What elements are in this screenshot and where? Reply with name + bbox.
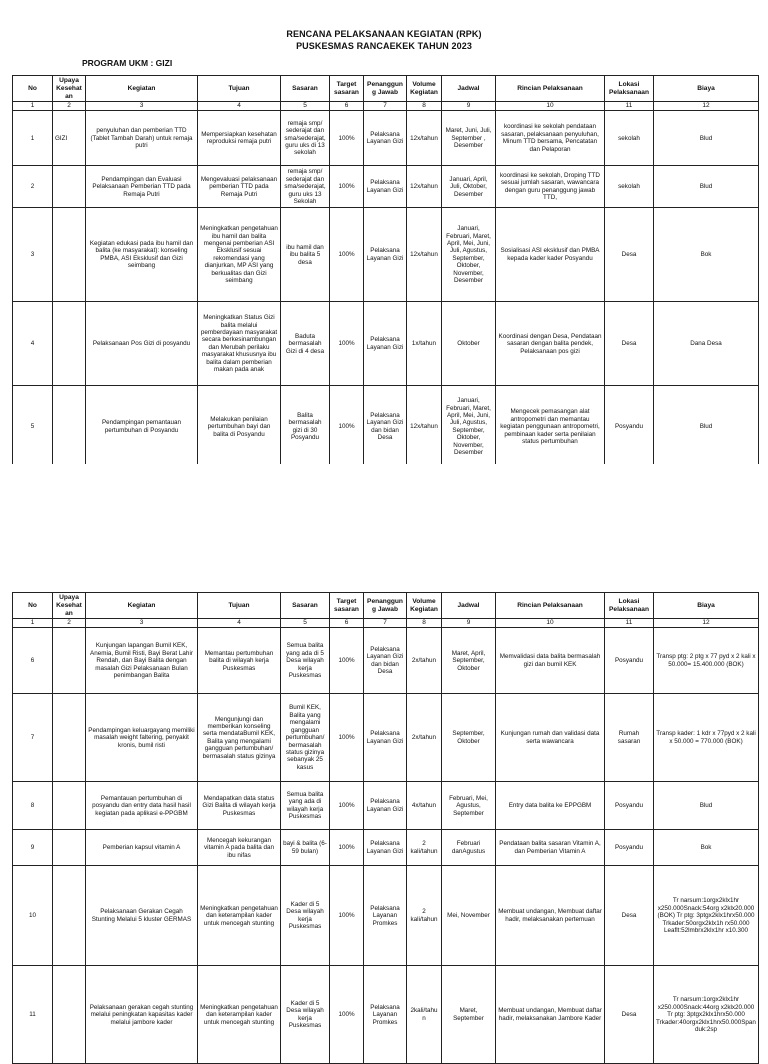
cell-target: 100% (330, 866, 364, 966)
cell-tujuan: Mengevaluasi pelaksanaan pemberian TTD pada Remaja Putri (198, 166, 281, 208)
column-number: 10 (496, 102, 605, 111)
table-row (13, 694, 759, 782)
cell-biaya: Transp ptg: 2 ptg x 77 pyd x 2 kali x 50.000= 15.400.000 (BOK) (654, 628, 759, 694)
cell-upaya (53, 830, 86, 866)
cell-penanggung-jawab: Pelaksana Layanan Gizi (364, 208, 407, 302)
cell-penanggung-jawab: Pelaksana Layanan Gizi (364, 302, 407, 386)
cell-sasaran: Semua balita yang ada di 5 Desa wilayah kerja Puskesmas (281, 628, 330, 694)
cell-target: 100% (330, 830, 364, 866)
cell-lokasi: Posyandu (605, 782, 654, 830)
cell-upaya (53, 208, 86, 302)
cell-penanggung-jawab: Pelaksana Layanan Gizi (364, 694, 407, 782)
cell-sasaran: remaja smp/ sederajat dan sma/sederajat, guru uks 13 Sekolah (281, 166, 330, 208)
cell-target: 100% (330, 166, 364, 208)
header-sasaran: Sasaran (281, 593, 330, 619)
table-row (13, 866, 759, 966)
cell-volume: 2x/tahun (407, 628, 442, 694)
cell-kegiatan: Pendampingan keluargayang memiliki masalah weight faltering, penyakit kronis, bumil risti (86, 694, 198, 782)
document-title: RENCANA PELAKSANAAN KEGIATAN (RPK) (286, 29, 482, 39)
cell-sasaran: Kader di 5 Desa wilayah kerja Puskesmas (281, 966, 330, 1064)
header-upaya: Upaya Kesehatan (53, 593, 86, 619)
cell-no: 4 (13, 302, 53, 386)
header-row (13, 76, 759, 102)
header-volume: Volume Kegiatan (407, 593, 442, 619)
cell-volume: 1x/tahun (407, 302, 442, 386)
column-number: 1 (13, 619, 53, 628)
cell-rincian: Memvalidasi data balita bermasalah gizi dan bumil KEK (496, 628, 605, 694)
cell-target: 100% (330, 302, 364, 386)
cell-penanggung-jawab: Pelaksana Layanan Gizi (364, 166, 407, 208)
cell-biaya: Blud (654, 166, 759, 208)
cell-lokasi: Rumah sasaran (605, 694, 654, 782)
cell-target: 100% (330, 966, 364, 1064)
cell-upaya (53, 166, 86, 208)
header-target: Target sasaran (330, 76, 364, 102)
table-row (13, 302, 759, 386)
rpk-table-page-1 (12, 75, 759, 468)
header-rincian: Rincian Pelaksanaan (496, 76, 605, 102)
column-number-row (13, 102, 759, 111)
table-row (13, 966, 759, 1064)
column-number: 10 (496, 619, 605, 628)
cell-no: 5 (13, 386, 53, 468)
cell-tujuan: Meningkatkan pengetahuan dan keterampilan kader untuk mencegah stunting (198, 966, 281, 1064)
header-jadwal: Jadwal (442, 76, 496, 102)
column-number: 9 (442, 102, 496, 111)
cell-biaya: Bok (654, 208, 759, 302)
cell-jadwal: Maret, September (442, 966, 496, 1064)
header-kegiatan: Kegiatan (86, 593, 198, 619)
cell-no: 9 (13, 830, 53, 866)
cell-sasaran: Baduta bermasalah Gizi di 4 desa (281, 302, 330, 386)
cell-rincian: koordinasi ke sekolah pendataan sasaran, pelaksanaan penyuluhan, Minum TTD bersama, Pencatatan dan Pelaporan (496, 111, 605, 166)
cell-kegiatan: Pelaksanaan gerakan cegah stunting melalui peningkatan kapasitas kader melalui jambore kader (86, 966, 198, 1064)
header-rincian: Rincian Pelaksanaan (496, 593, 605, 619)
cell-no: 8 (13, 782, 53, 830)
cell-sasaran: remaja smp/ sederajat dan sma/sederajat, guru uks di 13 sekolah (281, 111, 330, 166)
cell-jadwal: Januari, Februari, Maret, April, Mei, Juni, Juli, Agustus, September, Oktober, November, Desember (442, 386, 496, 468)
cell-kegiatan: Pendampingan pemantauan pertumbuhan di Posyandu (86, 386, 198, 468)
cell-upaya (53, 386, 86, 468)
cell-tujuan: Meningkatkan pengetahuan dan keterampilan kader untuk mencegah stunting (198, 866, 281, 966)
column-number: 3 (86, 102, 198, 111)
cell-rincian: Koordinasi dengan Desa, Pendataan sasaran dengan balita pendek, Pelaksanaan pos gizi (496, 302, 605, 386)
cell-rincian: Mengecek pemasangan alat antropometri dan memantau kegiatan penggunaan antropometri, pembinaan kader serta penilaian status pertumbuhan (496, 386, 605, 468)
header-lokasi: Lokasi Pelaksanaan (605, 593, 654, 619)
cell-jadwal: Mei, November (442, 866, 496, 966)
cell-tujuan: Mencegah kekurangan vitamin A pada balita dan ibu nifas (198, 830, 281, 866)
cell-upaya (53, 866, 86, 966)
cell-penanggung-jawab: Pelaksana Layanan Promkes (364, 966, 407, 1064)
cell-penanggung-jawab: Pelaksana Layanan Gizi dan bidan Desa (364, 628, 407, 694)
cell-volume: 12x/tahun (407, 111, 442, 166)
cell-upaya (53, 694, 86, 782)
header-tujuan: Tujuan (198, 593, 281, 619)
cell-tujuan: Memantau pertumbuhan balita di wilayah kerja Puskesmas (198, 628, 281, 694)
cell-biaya: Blud (654, 782, 759, 830)
cell-biaya: Dana Desa (654, 302, 759, 386)
cell-kegiatan: Pelaksanaan Gerakan Cegah Stunting Melalui 5 kluster GERMAS (86, 866, 198, 966)
cell-tujuan: Meningkatkan pengetahuan ibu hamil dan balita mengenai pemberian ASI Eksklusif sesuai rekomendasi yang dianjurkan, MP ASI yang berkualitas dan Gizi seimbang (198, 208, 281, 302)
cell-upaya (53, 966, 86, 1064)
cell-jadwal: September, Oktober (442, 694, 496, 782)
header-biaya: Biaya (654, 76, 759, 102)
cell-lokasi: Desa (605, 866, 654, 966)
cell-lokasi: Posyandu (605, 386, 654, 468)
cell-jadwal: Januari, Februari, Maret, April, Mei, Juni, Juli, Agustus, September, Oktober, November, Desember (442, 208, 496, 302)
cell-kegiatan: Pemberian kapsul vitamin A (86, 830, 198, 866)
cell-target: 100% (330, 208, 364, 302)
cell-lokasi: Posyandu (605, 628, 654, 694)
column-number: 7 (364, 619, 407, 628)
cell-tujuan: Melakukan penilaian pertumbuhan bayi dan balita di Posyandu (198, 386, 281, 468)
cell-jadwal: Januari, April, Juli, Oktober, Desember (442, 166, 496, 208)
cell-biaya: Blud (654, 386, 759, 468)
cell-sasaran: Balita bermasalah gizi di 30 Posyandu (281, 386, 330, 468)
document-subtitle: PUSKESMAS RANCAEKEK TAHUN 2023 (296, 41, 472, 51)
cell-volume: 12x/tahun (407, 386, 442, 468)
header-target: Target sasaran (330, 593, 364, 619)
column-number: 11 (605, 619, 654, 628)
cell-volume: 12x/tahun (407, 166, 442, 208)
cell-sasaran: bayi & balita (6-59 bulan) (281, 830, 330, 866)
column-number: 12 (654, 619, 759, 628)
cell-jadwal: Maret, Juni, Juli, September , Desember (442, 111, 496, 166)
header-sasaran: Sasaran (281, 76, 330, 102)
page-break (0, 464, 768, 590)
header-tujuan: Tujuan (198, 76, 281, 102)
cell-tujuan: Mengunjungi dan memberikan konseling serta mendataBumil KEK, Balita yang mengalami gangguan pertumbuhan/ bermasalah status gizinya (198, 694, 281, 782)
cell-upaya: GIZI (53, 111, 86, 166)
cell-no: 2 (13, 166, 53, 208)
cell-volume: 4x/tahun (407, 782, 442, 830)
table-row (13, 208, 759, 302)
column-number: 11 (605, 102, 654, 111)
cell-target: 100% (330, 386, 364, 468)
cell-lokasi: Desa (605, 208, 654, 302)
column-number: 3 (86, 619, 198, 628)
cell-biaya: Tr narsum:1orgx2klx1hr x250.000Snack:44org x2klx20.000 Tr ptg: 3ptgx2klx1hrx50.000 Trkader:40orgx2klx1hrx50.000Spanduk:2sp (654, 966, 759, 1064)
header-jadwal: Jadwal (442, 593, 496, 619)
cell-no: 11 (13, 966, 53, 1064)
cell-tujuan: Mendapatkan data status Gizi Balita di wilayah kerja Puskesmas (198, 782, 281, 830)
cell-jadwal: Februari, Mei, Agustus, September (442, 782, 496, 830)
cell-biaya: Transp kader: 1 kdr x 77pyd x 2 kali x 50.000 = 770.000 (BOK) (654, 694, 759, 782)
cell-jadwal: Oktober (442, 302, 496, 386)
column-number: 4 (198, 619, 281, 628)
cell-no: 7 (13, 694, 53, 782)
cell-target: 100% (330, 628, 364, 694)
column-number: 6 (330, 619, 364, 628)
cell-penanggung-jawab: Pelaksana Layanan Gizi (364, 111, 407, 166)
header-no: No (13, 76, 53, 102)
cell-volume: 2x/tahun (407, 694, 442, 782)
table-row (13, 386, 759, 468)
cell-lokasi: sekolah (605, 166, 654, 208)
column-number: 8 (407, 619, 442, 628)
cell-biaya: Tr narsum:1orgx2klx1hr x250.000Snack:54org x2klx20.000 (BOK) Tr ptg: 3ptgx2klx1hrx50.000 Trkader:50orgx2klx1h rx50.000 Leaflt:52lmbrx2klx1hr x10.300 (654, 866, 759, 966)
cell-rincian: Membuat undangan, Membuat daftar hadir, melaksanakan pertemuan (496, 866, 605, 966)
cell-rincian: Sosialisasi ASI eksklusif dan PMBA kepada kader kader Posyandu (496, 208, 605, 302)
cell-lokasi: sekolah (605, 111, 654, 166)
cell-rincian: Membuat undangan, Membuat daftar hadir, melaksanakan Jambore Kader (496, 966, 605, 1064)
cell-sasaran: ibu hamil dan ibu balita 5 desa (281, 208, 330, 302)
header-upaya: Upaya Kesehatan (53, 76, 86, 102)
table-row (13, 782, 759, 830)
cell-lokasi: Posyandu (605, 830, 654, 866)
cell-lokasi: Desa (605, 966, 654, 1064)
cell-penanggung-jawab: Pelaksana Layanan Promkes (364, 866, 407, 966)
column-number: 1 (13, 102, 53, 111)
cell-jadwal: Maret, April, September, Oktober (442, 628, 496, 694)
column-number: 2 (53, 619, 86, 628)
cell-biaya: Bok (654, 830, 759, 866)
header-row (13, 593, 759, 619)
header-volume: Volume Kegiatan (407, 76, 442, 102)
cell-jadwal: Februari danAgustus (442, 830, 496, 866)
header-kegiatan: Kegiatan (86, 76, 198, 102)
column-number: 5 (281, 102, 330, 111)
table-row (13, 166, 759, 208)
column-number: 4 (198, 102, 281, 111)
cell-kegiatan: Kunjungan lapangan Bumil KEK, Anemia, Bumil Risti, Bayi Berat Lahir Rendah, dan Bayi Balita dengan masalah Gizi Pelaksanaan Bulan penimbangan Balita (86, 628, 198, 694)
cell-target: 100% (330, 111, 364, 166)
cell-penanggung-jawab: Pelaksana Layanan Gizi (364, 782, 407, 830)
program-label: PROGRAM UKM : GIZI (82, 58, 173, 68)
cell-volume: 12x/tahun (407, 208, 442, 302)
column-number: 6 (330, 102, 364, 111)
column-number: 8 (407, 102, 442, 111)
column-number-row (13, 619, 759, 628)
cell-upaya (53, 302, 86, 386)
cell-no: 10 (13, 866, 53, 966)
column-number: 12 (654, 102, 759, 111)
cell-no: 6 (13, 628, 53, 694)
cell-tujuan: Mempersiapkan kesehatan reproduksi remaja putri (198, 111, 281, 166)
header-penanggung-jawab: Penanggung Jawab (364, 76, 407, 102)
cell-tujuan: Meningkatkan Status Gizi balita melalui pemberdayaan masyarakat secara berkesinambungan dan Merubah perilaku masyarakat khususnya ibu balita dalam pemberian makan pada anak (198, 302, 281, 386)
cell-kegiatan: Pelaksanaan Pos Gizi di posyandu (86, 302, 198, 386)
table-row (13, 830, 759, 866)
cell-kegiatan: Pendampingan dan Evaluasi Pelaksanaan Pemberian TTD pada Remaja Putri (86, 166, 198, 208)
header-biaya: Biaya (654, 593, 759, 619)
rpk-table-page-2 (12, 592, 759, 1064)
cell-sasaran: Bumil KEK, Balita yang mengalami gangguan pertumbuhan/ bermasalah status gizinya sebanyak 25 kasus (281, 694, 330, 782)
cell-no: 3 (13, 208, 53, 302)
cell-biaya: Blud (654, 111, 759, 166)
cell-lokasi: Desa (605, 302, 654, 386)
cell-kegiatan: penyuluhan dan pemberian TTD (Tablet Tambah Darah) untuk remaja putri (86, 111, 198, 166)
header-no: No (13, 593, 53, 619)
column-number: 5 (281, 619, 330, 628)
cell-upaya (53, 628, 86, 694)
column-number: 2 (53, 102, 86, 111)
cell-volume: 2 kali/tahun (407, 866, 442, 966)
table-row (13, 628, 759, 694)
cell-penanggung-jawab: Pelaksana Layanan Gizi dan bidan Desa (364, 386, 407, 468)
cell-upaya (53, 782, 86, 830)
cell-volume: 2kali/tahun (407, 966, 442, 1064)
cell-kegiatan: Kegiatan edukasi pada ibu hamil dan balita (ke masyarakat): konseling PMBA, ASI Eksklusif dan Gizi seimbang (86, 208, 198, 302)
cell-rincian: Entry data balita ke EPPGBM (496, 782, 605, 830)
cell-no: 1 (13, 111, 53, 166)
header-lokasi: Lokasi Pelaksanaan (605, 76, 654, 102)
cell-penanggung-jawab: Pelaksana Layanan Gizi (364, 830, 407, 866)
header-penanggung-jawab: Penanggung Jawab (364, 593, 407, 619)
cell-kegiatan: Pemantauan pertumbuhan di posyandu dan entry data hasil hasil kegiatan pada aplikasi e-PPGBM (86, 782, 198, 830)
cell-target: 100% (330, 694, 364, 782)
cell-rincian: Kunjungan rumah dan validasi data serta wawancara (496, 694, 605, 782)
table-row (13, 111, 759, 166)
cell-target: 100% (330, 782, 364, 830)
cell-sasaran: Kader di 5 Desa wilayah kerja Puskesmas (281, 866, 330, 966)
column-number: 9 (442, 619, 496, 628)
cell-volume: 2 kali/tahun (407, 830, 442, 866)
cell-rincian: Pendataan balita sasaran Vitamin A, dan Pemberian Vitamin A (496, 830, 605, 866)
column-number: 7 (364, 102, 407, 111)
cell-sasaran: Semua balita yang ada di wilayah kerja Puskesmas (281, 782, 330, 830)
cell-rincian: koordinasi ke sekolah, Droping TTD sesuai jumlah sasaran, wawancara dengan guru penanggung jawab TTD, (496, 166, 605, 208)
